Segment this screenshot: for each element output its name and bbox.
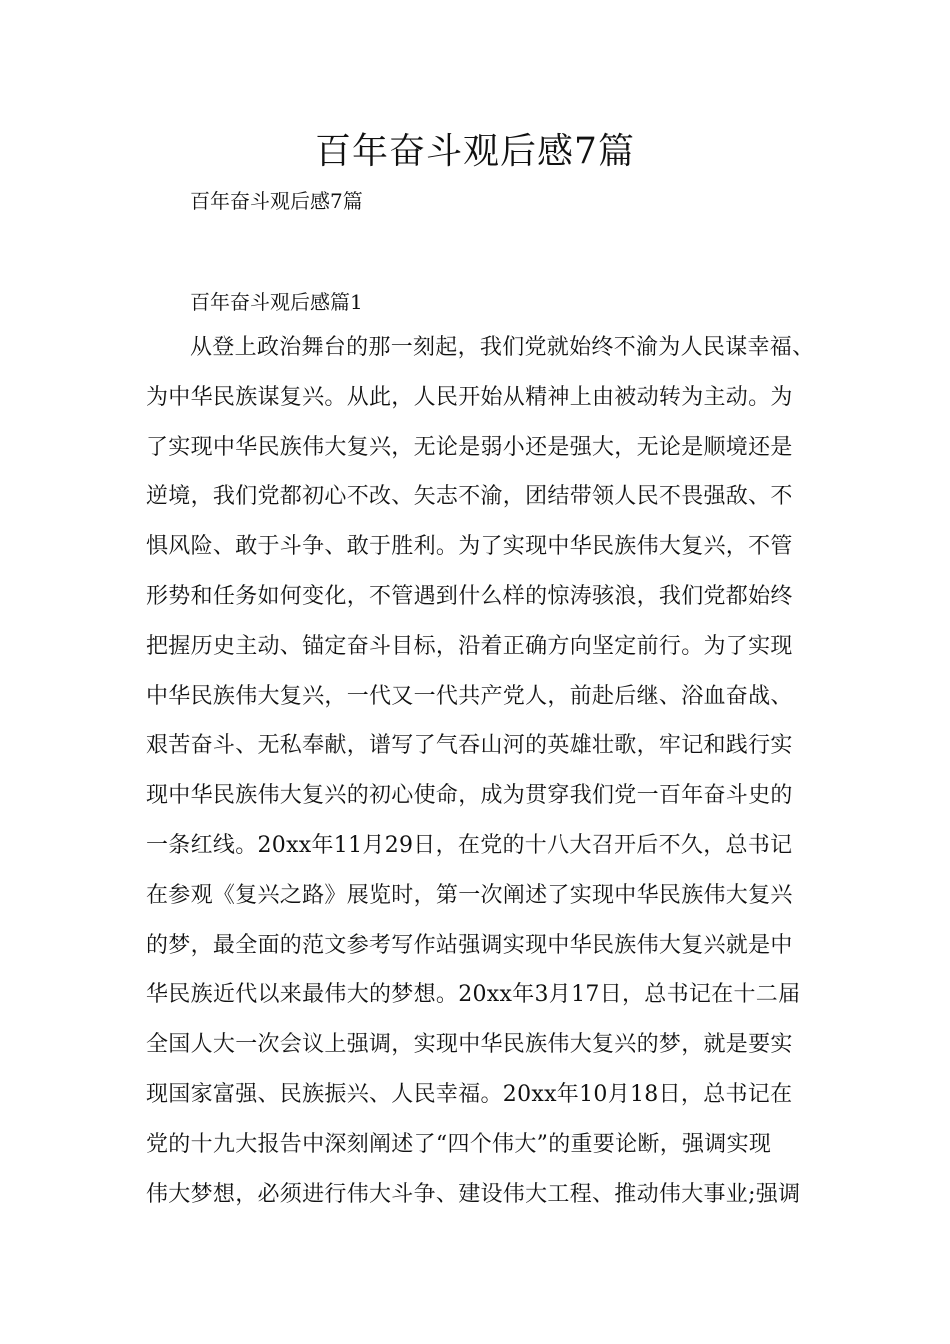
body-line: 把握历史主动、锚定奋斗目标，沿着正确方向坚定前行。为了实现: [146, 633, 793, 659]
body-line: 全国人大一次会议上强调，实现中华民族伟大复兴的梦，就是要实: [146, 1032, 793, 1058]
body-line: 形势和任务如何变化，不管遇到什么样的惊涛骇浪，我们党都始终: [146, 583, 793, 609]
body-line: 了实现中华民族伟大复兴，无论是弱小还是强大，无论是顺境还是: [146, 434, 793, 460]
body-line: 从登上政治舞台的那一刻起，我们党就始终不渝为人民谋幸福、: [190, 335, 815, 360]
body-line: 党的十九大报告中深刻阐述了“四个伟大”的重要论断，强调实现: [146, 1131, 772, 1157]
body-line: 为中华民族谋复兴。从此，人民开始从精神上由被动转为主动。为: [146, 384, 793, 410]
body-line: 逆境，我们党都初心不改、矢志不渝，团结带领人民不畏强敌、不: [146, 484, 793, 510]
body-line: 现中华民族伟大复兴的初心使命，成为贯穿我们党一百年奋斗史的: [146, 783, 793, 809]
body-text: [146, 333, 826, 1229]
body-line: 艰苦奋斗、无私奉献，谱写了气吞山河的英雄壮歌，牢记和践行实: [146, 733, 793, 759]
section-heading: 百年奋斗观后感篇1: [190, 290, 363, 314]
body-line: 的梦，最全面的范文参考写作站强调实现中华民族伟大复兴就是中: [146, 932, 793, 958]
body-line: 华民族近代以来最伟大的梦想。20xx年3月17日，总书记在十二届: [146, 982, 801, 1008]
body-line: 惧风险、敢于斗争、敢于胜利。为了实现中华民族伟大复兴，不管: [146, 534, 793, 560]
body-line: 中华民族伟大复兴，一代又一代共产党人，前赴后继、浴血奋战、: [146, 683, 793, 709]
body-line: 在参观《复兴之路》展览时，第一次阐述了实现中华民族伟大复兴: [146, 882, 793, 908]
document-title: 百年奋斗观后感7篇: [315, 131, 635, 172]
body-line: 现国家富强、民族振兴、人民幸福。20xx年10月18日，总书记在: [146, 1081, 793, 1107]
body-line: 伟大梦想，必须进行伟大斗争、建设伟大工程、推动伟大事业;强调: [146, 1181, 801, 1207]
body-line: 一条红线。20xx年11月29日，在党的十八大召开后不久，总书记: [146, 832, 793, 858]
document-subtitle: 百年奋斗观后感7篇: [190, 189, 363, 213]
